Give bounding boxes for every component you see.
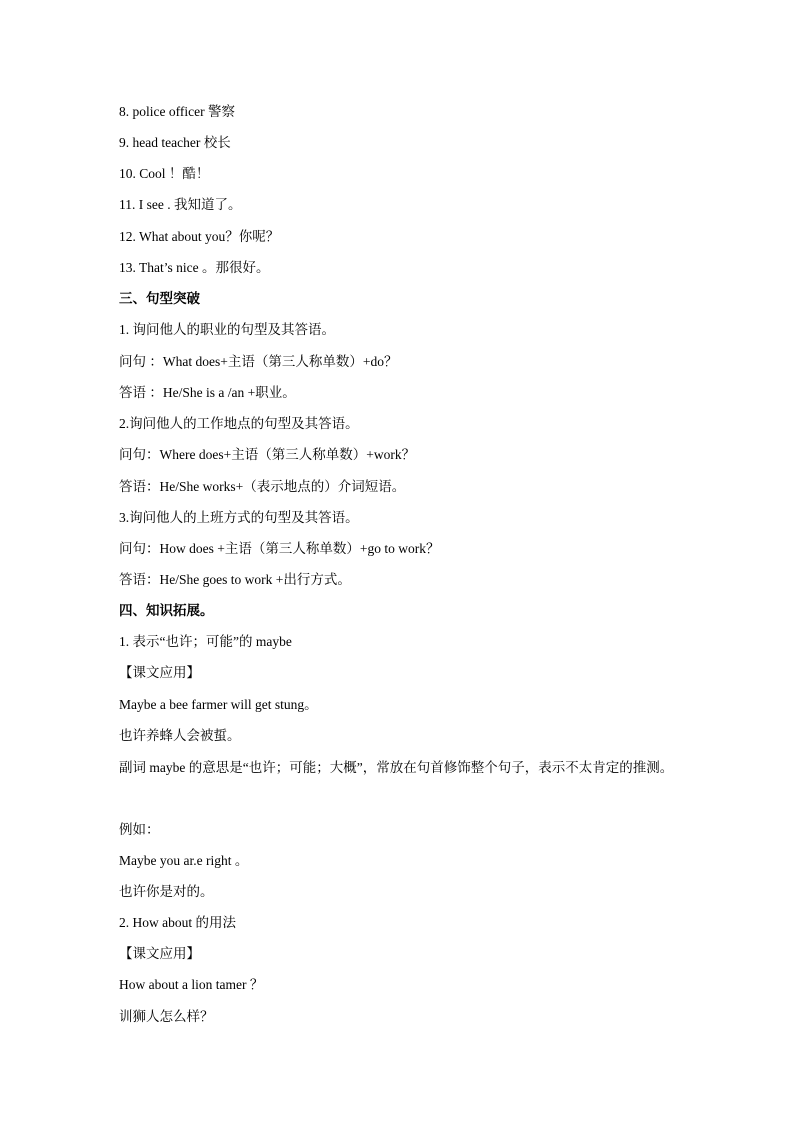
pattern-1-question: 问句 ：What does+主语（第三人称单数）+do？: [119, 354, 398, 369]
pattern-2-title: 2.询问他人的工作地点的句型及其答语。: [119, 416, 359, 431]
pattern-3-answer: 答语：He/She goes to work +出行方式。: [119, 572, 351, 587]
pattern-2-answer: 答语：He/She works+（表示地点的）介词短语。: [119, 479, 406, 494]
for-example-label: 例如：: [119, 822, 160, 837]
vocab-item-9: 9. head teacher 校长: [119, 135, 231, 150]
example-translation-2: 也许你是对的。: [119, 884, 214, 899]
vocab-item-13: 13. That’s nice 。那很好。: [119, 260, 270, 275]
example-sentence-1: Maybe a bee farmer will get stung。: [119, 697, 318, 712]
vocab-item-11: 11. I see . 我知道了。: [119, 197, 242, 212]
expansion-2-title: 2. How about 的用法: [119, 915, 236, 930]
example-sentence-2: Maybe you ar.e right 。: [119, 853, 249, 868]
pattern-2-question: 问句：Where does+主语（第三人称单数）+work？: [119, 447, 416, 462]
example-translation-3: 训狮人怎么样？: [119, 1009, 214, 1024]
pattern-3-question: 问句：How does +主语（第三人称单数）+go to work？: [119, 541, 440, 556]
maybe-explanation: 副词 maybe 的意思是“也许；可能；大概”，常放在句首修饰整个句子，表示不太肯定的推测。: [119, 760, 674, 775]
expansion-1-title: 1. 表示“也许；可能”的 maybe: [119, 634, 292, 649]
vocab-item-10: 10. Cool ！酷！: [119, 166, 210, 181]
vocab-item-8: 8. police officer 警察: [119, 104, 235, 119]
section-heading-knowledge-expansion: 四、知识拓展。: [119, 603, 214, 618]
pattern-1-answer: 答语 ：He/She is a /an +职业。: [119, 385, 296, 400]
pattern-3-title: 3.询问他人的上班方式的句型及其答语。: [119, 510, 359, 525]
vocab-item-12: 12. What about you？你呢？: [119, 229, 280, 244]
example-translation-1: 也许养蜂人会被蜇。: [119, 728, 241, 743]
text-application-label-1: 【课文应用】: [119, 665, 200, 680]
example-sentence-3: How about a lion tamer ？: [119, 977, 264, 992]
section-heading-sentence-patterns: 三、句型突破: [119, 291, 200, 306]
text-application-label-2: 【课文应用】: [119, 946, 200, 961]
pattern-1-title: 1. 询问他人的职业的句型及其答语。: [119, 322, 335, 337]
